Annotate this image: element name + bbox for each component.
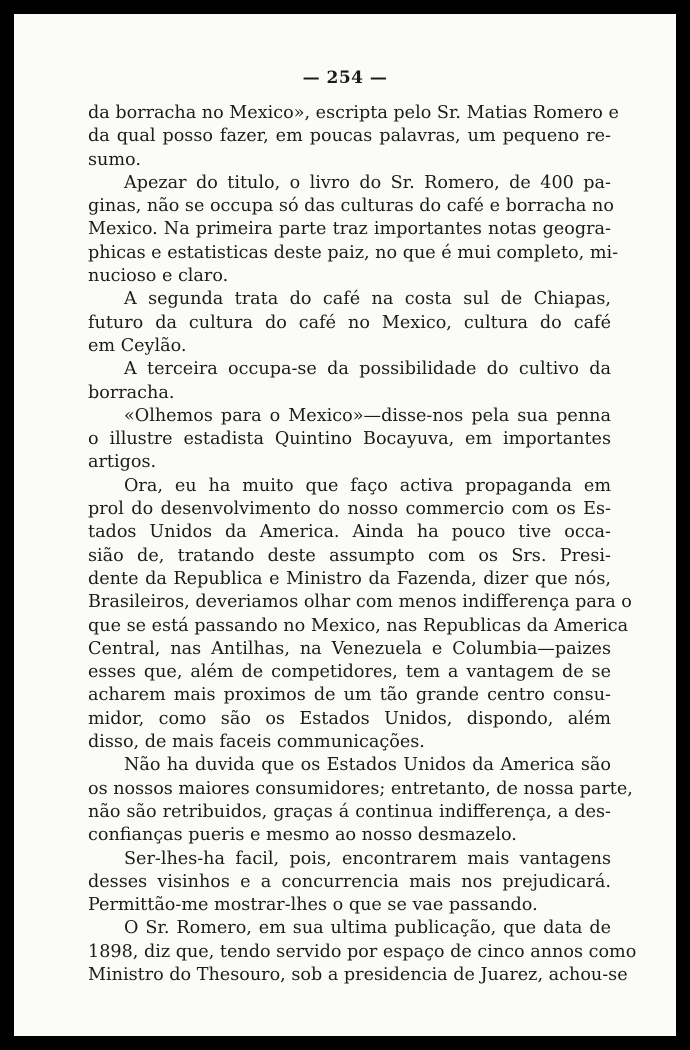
text-line: disso, de mais faceis communicações. bbox=[88, 732, 425, 753]
text-line: phicas e estatisticas deste paiz, no que é mui completo, mi- bbox=[88, 242, 619, 263]
text-line: esses que, além de competidores, tem a vantagem de se bbox=[88, 662, 611, 683]
text-line: A terceira occupa-se da possibilidade do cultivo da bbox=[124, 359, 611, 380]
text-line: Não ha duvida que os Estados Unidos da America são bbox=[124, 755, 611, 776]
page-number: — 254 — bbox=[302, 68, 388, 88]
text-line: Mexico. Na primeira parte traz importantes notas geogra- bbox=[88, 219, 611, 240]
paragraph bbox=[88, 754, 633, 847]
text-line: os nossos maiores consumidores; entretanto, de nossa parte, bbox=[88, 778, 633, 799]
text-line: que se está passando no Mexico, nas Republicas da America bbox=[88, 615, 629, 636]
text-line: midor, como são os Estados Unidos, dispondo, além bbox=[88, 708, 611, 729]
text-line: ginas, não se occupa só das culturas do café e borracha no bbox=[88, 196, 614, 217]
text-line: Ser-lhes-ha facil, pois, encontrarem mais vantagens bbox=[124, 848, 611, 869]
text-line: Central, nas Antilhas, na Venezuela e Columbia—paizes bbox=[88, 638, 611, 659]
text-line: Ministro do Thesouro, sob a presidencia de Juarez, achou-se bbox=[88, 964, 628, 985]
text-line: Brasileiros, deveriamos olhar com menos indifferença para o bbox=[88, 592, 632, 613]
text-line: artigos. bbox=[88, 452, 157, 473]
paragraph bbox=[88, 405, 611, 475]
text-line: A segunda trata do café na costa sul de Chiapas, bbox=[124, 289, 611, 310]
text-line: nucioso e claro. bbox=[88, 266, 229, 287]
book-page bbox=[14, 14, 676, 1036]
text-line: borracha. bbox=[88, 382, 175, 403]
text-line: sumo. bbox=[88, 149, 141, 170]
paragraph bbox=[88, 288, 611, 358]
text-line: confianças pueris e mesmo ao nosso desmazelo. bbox=[88, 825, 517, 846]
text-line: sião de, tratando deste assumpto com os Srs. Presi- bbox=[88, 545, 611, 566]
paragraph bbox=[88, 917, 637, 987]
text-line: 1898, diz que, tendo servido por espaço de cinco annos como bbox=[88, 941, 637, 962]
text-line: Ora, eu ha muito que faço activa propaganda em bbox=[124, 475, 611, 496]
text-line: da qual posso fazer, em poucas palavras, um pequeno re- bbox=[88, 126, 611, 147]
text-line: desses visinhos e a concurrencia mais nos prejudicará. bbox=[88, 871, 611, 892]
paragraph bbox=[88, 475, 632, 755]
text-line: não são retribuidos, graças á continua indifferença, a des- bbox=[88, 801, 611, 822]
text-line: «Olhemos para o Mexico»—disse-nos pela sua penna bbox=[124, 405, 611, 426]
text-line: Apezar do titulo, o livro do Sr. Romero, de 400 pa- bbox=[124, 172, 611, 193]
text-line: tados Unidos da America. Ainda ha pouco tive occa- bbox=[88, 522, 611, 543]
paragraph bbox=[88, 172, 619, 288]
paragraph bbox=[88, 848, 611, 918]
text-line: prol do desenvolvimento do nosso commercio com os Es- bbox=[88, 499, 611, 520]
text-line: o illustre estadista Quintino Bocayuva, em importantes bbox=[88, 429, 611, 450]
text-line: acharem mais proximos de um tão grande centro consu- bbox=[88, 685, 611, 706]
text-line: da borracha no Mexico», escripta pelo Sr. Matias Romero e bbox=[88, 103, 619, 123]
text-line: Permittão-me mostrar-lhes o que se vae passando. bbox=[88, 895, 538, 916]
body-text bbox=[88, 102, 637, 987]
text-line: O Sr. Romero, em sua ultima publicação, que data de bbox=[124, 918, 611, 939]
paragraph bbox=[88, 102, 619, 172]
text-line: em Ceylão. bbox=[88, 335, 187, 356]
text-line: futuro da cultura do café no Mexico, cultura do café bbox=[88, 312, 611, 333]
text-line: dente da Republica e Ministro da Fazenda, dizer que nós, bbox=[88, 568, 611, 589]
paragraph bbox=[88, 358, 611, 405]
